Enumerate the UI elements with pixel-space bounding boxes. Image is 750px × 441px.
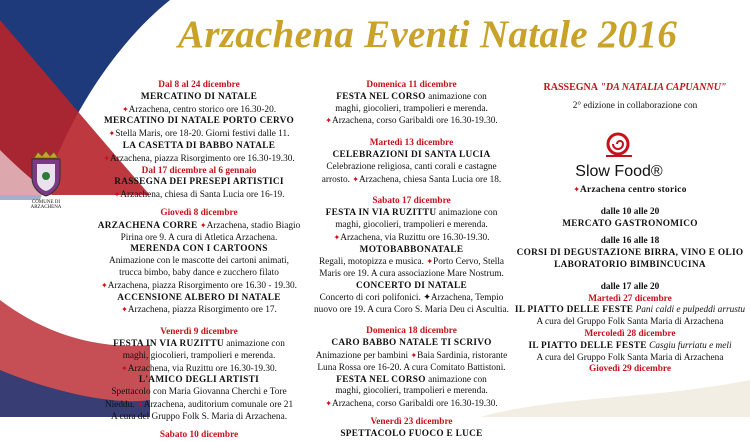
- event-title-text: FESTA IN VIA RUZITTU: [325, 208, 437, 219]
- location-star-icon: ✦: [333, 232, 341, 242]
- description-text: maghi, giocolieri, trampolieri e merenda.: [122, 350, 276, 361]
- event-title-with-detail: [86, 339, 312, 351]
- event-title: [298, 338, 525, 350]
- location-star-icon: ✦: [325, 116, 332, 126]
- event-title-text: IL PIATTO DELLE FESTE: [528, 340, 647, 351]
- crest-caption: COMUNE DI ARZACHENA: [30, 200, 62, 210]
- spacer: [86, 317, 312, 327]
- description-text: maghi, giocolieri, trampolieri e merenda.: [335, 219, 488, 230]
- event-detail: [298, 174, 525, 187]
- location-text: Arzachena, stadio Biagio: [206, 220, 301, 231]
- event-title-text: L'AMICO DEGLI ARTISTI: [138, 375, 260, 386]
- detail-text: animazione con: [226, 338, 285, 349]
- location-text: Arzachena, corso Garibaldi ore 16.30-19.30.: [331, 399, 498, 410]
- detail-text: Animazione per bambini: [315, 350, 409, 361]
- spacer: [510, 197, 750, 207]
- date-text: Domenica 11 dicembre: [366, 80, 457, 90]
- location-text: Arzachena, piazza Risorgimento ore 17.: [127, 305, 277, 316]
- description-text: Celebrazione religiosa, canti corali e castagne: [326, 161, 497, 172]
- detail-text: animazione con: [428, 91, 487, 102]
- event-description: [86, 233, 312, 245]
- event-date: [86, 208, 312, 220]
- event-location: [510, 184, 750, 197]
- detail-text: Nieddu.: [104, 399, 135, 410]
- date-text: Martedì 13 dicembre: [369, 138, 454, 149]
- description-text: nuovo ore 19. A cura Coro S. Maria Deu ci Ascultia.: [314, 304, 509, 315]
- event-title-text: LABORATORIO BIMBINCUCINA: [554, 259, 706, 270]
- event-location: [86, 280, 312, 293]
- event-title-with-detail: [298, 375, 525, 387]
- event-date: [298, 196, 525, 208]
- event-description: [298, 293, 525, 305]
- location-text: Arzachena, piazza Risorgimento ore 16.30-19.30.: [110, 153, 295, 164]
- detail-text: arrosto.: [321, 174, 350, 185]
- event-location: [298, 232, 525, 245]
- event-title-text: LA CASETTA DI BABBO NATALE: [122, 140, 276, 151]
- time-range: [510, 282, 750, 294]
- spacer: [510, 272, 750, 282]
- location-text: Porto Cervo, Stella: [433, 257, 505, 268]
- description-text: Spettacolo con Maria Giovanna Cherchi e Tore: [111, 387, 287, 398]
- event-description: [86, 387, 312, 399]
- event-title: [86, 293, 312, 305]
- location-text: Arzachena, auditorium comunale ore 21: [143, 399, 294, 410]
- event-title: [298, 281, 525, 293]
- date-text: Venerdì 23 dicembre: [370, 416, 453, 427]
- date-text: Martedì 27 dicembre: [588, 293, 672, 304]
- event-location: [86, 153, 312, 166]
- event-detail: [298, 350, 525, 363]
- event-detail: [298, 256, 525, 269]
- event-description: [510, 353, 750, 365]
- event-title: [298, 245, 525, 257]
- snail-icon: [604, 132, 634, 158]
- event-title-text: MERCATO GASTRONOMICO: [562, 218, 698, 229]
- event-title-text: ACCENSIONE ALBERO DI NATALE: [117, 292, 281, 303]
- detail-text: Regali, motopizza e musica.: [318, 257, 425, 268]
- event-date: [86, 430, 312, 441]
- detail-text: animazione con: [438, 208, 498, 219]
- date-text: Sabato 17 dicembre: [372, 196, 451, 207]
- event-location: [86, 128, 312, 141]
- location-star-icon: ✦: [426, 257, 434, 267]
- location-star-icon: ✦: [108, 129, 116, 139]
- location-star-icon: ✦: [103, 153, 111, 163]
- events-column-2: [298, 80, 525, 441]
- event-title-text: ARZACHENA CORRE: [97, 220, 198, 231]
- event-title: [510, 248, 750, 260]
- spacer: [298, 316, 525, 326]
- description-text: Luna Rossa ore 16-20. A cura Comitato Battistoni.: [317, 362, 506, 373]
- event-title: [86, 177, 312, 189]
- location-star-icon: ✦: [352, 174, 359, 184]
- location-text: Arzachena, corso Garibaldi ore 16.30-19.30.: [331, 116, 498, 127]
- slow-food-label: Slow Food®: [575, 163, 663, 180]
- event-title: [86, 141, 312, 153]
- event-location: [298, 115, 525, 128]
- event-title: [86, 375, 312, 387]
- time-text: dalle 17 alle 20: [600, 281, 660, 292]
- rassegna-label: RASSEGNA: [543, 82, 598, 93]
- description-text: maghi, giocolieri, trampolieri e merenda.: [335, 386, 488, 397]
- event-location: [298, 398, 525, 411]
- event-title-text: FESTA IN VIA RUZITTU: [113, 338, 224, 349]
- event-title-text: FESTA NEL CORSO: [336, 374, 426, 385]
- rassegna-name: "DA NATALIA CAPUANNU": [600, 82, 727, 93]
- detail-text: animazione con: [428, 374, 487, 385]
- slow-food-logo: [572, 132, 666, 181]
- spacer: [298, 186, 525, 196]
- location-text: Arzachena, via Ruzittu ore 16.30-19.30.: [127, 363, 277, 374]
- location-star-icon: ✦: [573, 185, 580, 194]
- event-title-text: CORSI DI DEGUSTAZIONE BIRRA, VINO E OLIO: [516, 248, 744, 259]
- location-star-icon: ✦: [136, 399, 144, 409]
- event-date: [86, 80, 312, 92]
- coat-of-arms-icon: [26, 150, 66, 198]
- location-text: Baia Sardinia, ristorante: [417, 350, 508, 361]
- description-text: trucca bimbo, baby dance e zucchero filato: [119, 267, 279, 278]
- dish-name: Pani caldi e pulpeddi arrustu: [635, 305, 746, 316]
- event-location: [86, 104, 312, 117]
- location-star-icon: ✦: [121, 363, 128, 373]
- date-text: Sabato 10 dicembre: [159, 429, 239, 440]
- event-title-text: MERCATINO DI NATALE: [140, 91, 258, 102]
- event-date: [86, 327, 312, 339]
- date-text: Mercoledì 28 dicembre: [584, 328, 676, 339]
- event-title-text: CONCERTO DI NATALE: [356, 280, 467, 291]
- description-text: Concerto di cori polifonici. ✦Arzachena, Tempio: [319, 292, 504, 303]
- description-text: 2° edizione in collaborazione con: [572, 100, 698, 111]
- rassegna-title: [530, 82, 740, 95]
- location-star-icon: ✦: [410, 350, 418, 360]
- dish-of-the-day: [510, 341, 750, 353]
- date-text: Giovedì 29 dicembre: [589, 364, 671, 375]
- description-text: A cura del Gruppo Folk S. Maria di Arzachena.: [110, 411, 288, 422]
- time-range: [510, 236, 750, 248]
- event-title: [298, 429, 525, 441]
- event-location: [86, 189, 312, 202]
- event-description: [86, 351, 312, 363]
- date-text: Dal 8 al 24 dicembre: [158, 80, 240, 90]
- event-title-with-detail: [298, 92, 525, 104]
- spacer: [298, 128, 525, 138]
- event-title-text: MERCATINO DI NATALE PORTO CERVO: [103, 116, 295, 127]
- location-text: Arzachena, centro storico ore 16.30-20.: [128, 104, 277, 115]
- event-title: [86, 92, 312, 104]
- event-description: [298, 269, 525, 281]
- event-description: [298, 363, 525, 375]
- event-title: [86, 244, 312, 256]
- town-crest: [20, 150, 72, 210]
- event-description: [86, 268, 312, 280]
- time-range: [510, 207, 750, 219]
- event-date: [86, 166, 312, 178]
- description-text: A cura del Gruppo Folk Santa Maria di Arzachena: [536, 352, 724, 363]
- dish-name: Casgiu furriatu e meli: [649, 340, 732, 351]
- location-star-icon: ✦: [113, 190, 121, 200]
- event-description: [298, 386, 525, 398]
- location-text: Arzachena centro storico: [580, 185, 687, 195]
- event-description: [86, 256, 312, 268]
- date-text: Giovedì 8 dicembre: [160, 207, 238, 218]
- location-star-icon: ✦: [121, 104, 129, 114]
- event-title: [510, 260, 750, 272]
- time-text: dalle 16 alle 18: [600, 236, 660, 247]
- event-title-text: CARO BABBO NATALE TI SCRIVO: [331, 338, 492, 349]
- event-date: [510, 364, 750, 376]
- event-date: [510, 294, 750, 306]
- date-text: Dal 17 dicembre al 6 gennaio: [141, 165, 257, 176]
- event-title-text: MERENDA CON I CARTOONS: [130, 244, 268, 255]
- event-title-text: IL PIATTO DELLE FESTE: [514, 305, 634, 316]
- event-title-text: MOTOBABBONATALE: [359, 244, 464, 255]
- event-title-text: RASSEGNA DEI PRESEPI ARTISTICI: [114, 177, 284, 188]
- event-description: [86, 412, 312, 424]
- event-date: [298, 138, 525, 150]
- events-column-3: [510, 184, 750, 376]
- event-description: [298, 220, 525, 232]
- event-date: [298, 417, 525, 429]
- location-text: Stella Maris, ore 18-20. Giorni festivi dalle 11.: [115, 129, 290, 140]
- event-title: [510, 219, 750, 231]
- event-description: [510, 317, 750, 329]
- event-title-with-detail: [298, 208, 525, 220]
- event-title-text: CELEBRAZIONI DI SANTA LUCIA: [332, 149, 491, 160]
- location-star-icon: ✦: [100, 280, 108, 290]
- event-date: [298, 326, 525, 338]
- event-title: [86, 116, 312, 128]
- dish-of-the-day: [510, 305, 750, 317]
- location-star-icon: ✦: [199, 220, 207, 230]
- event-date: [298, 80, 525, 92]
- events-column-1: [86, 80, 312, 441]
- event-description: [298, 162, 525, 174]
- location-text: Arzachena, chiesa Santa Lucia ore 18.: [358, 174, 502, 185]
- description-text: maghi, giocolieri, trampolieri e merenda.: [335, 103, 488, 114]
- date-text: Venerdì 9 dicembre: [160, 327, 238, 338]
- location-star-icon: ✦: [325, 399, 332, 409]
- event-description: [298, 104, 525, 116]
- event-location: [86, 304, 312, 317]
- description-text: A cura del Gruppo Folk Santa Maria di Arzachena: [536, 317, 724, 328]
- description-text: Animazione con le mascotte dei cartoni animati,: [109, 256, 289, 267]
- description-text: Pirina ore 9. A cura di Atletica Arzachena.: [120, 232, 278, 243]
- event-description: [530, 101, 740, 113]
- event-description: [298, 305, 525, 317]
- event-detail: [86, 399, 312, 412]
- event-date: [510, 329, 750, 341]
- time-text: dalle 10 alle 20: [600, 206, 660, 217]
- rassegna-header: [530, 82, 740, 113]
- location-text: Arzachena, piazza Risorgimento ore 16.30 - 19.30.: [107, 280, 298, 291]
- event-title: [298, 150, 525, 162]
- description-text: Maris ore 19. A cura associazione Mare Nostrum.: [319, 269, 504, 280]
- location-text: Arzachena, via Ruzittu ore 16.30-19.30.: [340, 232, 490, 243]
- location-text: Arzachena, chiesa di Santa Lucia ore 16-19.: [120, 190, 285, 201]
- event-location: [86, 363, 312, 376]
- date-text: Domenica 18 dicembre: [366, 326, 457, 337]
- event-title-text: SPETTACOLO FUOCO E LUCE: [340, 428, 483, 439]
- event-title-with-location: [86, 220, 312, 233]
- location-star-icon: ✦: [121, 305, 128, 315]
- page-title: Arzachena Eventi Natale 2016: [178, 13, 678, 56]
- event-title-text: FESTA NEL CORSO: [336, 91, 426, 102]
